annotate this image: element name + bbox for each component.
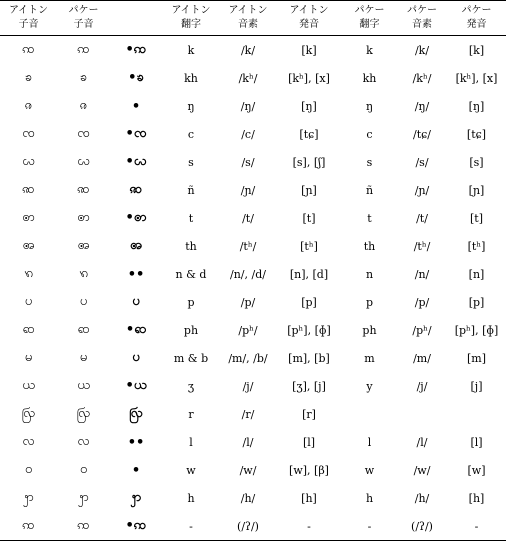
cell-aiton-phoneme: /m/, /b/ [228,351,268,365]
cell-aiton-pronunciation: [tʰ] [300,239,318,253]
cell-phake-transliteration: s [366,155,373,169]
cell-aiton-pronunciation: [k] [301,43,317,57]
cell-phake-consonant: ꩺ [76,405,91,421]
cell-aiton-transliteration: ph [183,323,199,337]
cell-aiton-pronunciation: [h] [301,491,317,505]
cell-aiton-consonant: ꩡ [22,41,35,57]
cell-aiton-transliteration: m & b [173,351,209,365]
cell-phake-phoneme: /t/ [416,211,428,225]
cell-phake-consonant: ꩫ [78,265,89,281]
cell-phake-phoneme: /tɕ/ [413,127,431,141]
cell-bold-glyph: ပ [132,349,140,365]
cell-phake-pronunciation: [m] [466,351,486,365]
cell-aiton-consonant: ꩡ [0,512,57,541]
cell-aiton-pronunciation: [m], [b] [288,351,330,365]
table-row [0,232,506,260]
cell-phake-consonant: ပ [79,293,88,309]
cell-phake-transliteration: l [367,435,372,449]
cell-phake-pronunciation [447,400,506,428]
cell-aiton-pronunciation: - [276,512,342,541]
cell-aiton-consonant: ꩭ [23,489,34,505]
cell-aiton-pronunciation: [p] [301,295,317,309]
cell-phake-transliteration: kh [362,71,377,85]
cell-phake-pronunciation: - [447,512,506,541]
cell-aiton-transliteration: kh [184,71,198,85]
cell-aiton-pronunciation: [ʒ], [j] [292,379,326,393]
cell-aiton-phoneme: (/ʔ/) [220,512,276,541]
cell-aiton-pronunciation: [ɲ] [301,183,317,197]
cell-aiton-phoneme: /pʰ/ [238,323,258,337]
cell-phake-transliteration: p [365,295,374,309]
cell-aiton-phoneme: /w/ [239,463,257,477]
cell-bold-glyph: ꩨ [130,237,142,253]
cell-phake-consonant: ၷ [79,97,88,113]
cell-aiton-transliteration: th [185,239,197,253]
cell-bold-glyph: •ၶ [128,69,144,85]
cell-phake-pronunciation: [pʰ], [ɸ] [454,323,499,337]
header-row [0,1,506,36]
cell-aiton-transliteration: c [187,127,195,141]
cell-phake-phoneme: /ɲ/ [414,183,430,197]
table-row [0,120,506,148]
cell-phake-pronunciation: [kʰ], [x] [455,71,498,85]
cell-phake-phoneme: /h/ [414,491,430,505]
cell-aiton-transliteration: k [187,43,195,57]
table-row [0,316,506,344]
cell-aiton-pronunciation: [ŋ] [301,99,317,113]
cell-phake-pronunciation: [ŋ] [468,99,485,113]
cell-aiton-transliteration: ŋ [187,99,195,113]
header-aiton-transliteration: アイトン 翻字 [162,1,220,36]
cell-aiton-phoneme: /ŋ/ [240,99,256,113]
cell-aiton-transliteration: w [186,463,196,477]
cell-aiton-pronunciation: [w], [β] [289,463,329,477]
header-aiton-consonant: アイトン 子音 [0,1,57,36]
cell-phake-phoneme [397,400,447,428]
cell-phake-transliteration: h [365,491,374,505]
table-row [0,512,506,541]
cell-phake-pronunciation: [l] [470,435,483,449]
cell-bold-glyph: •ꩦ [125,209,147,225]
cell-phake-transliteration: c [366,127,373,141]
cell-phake-consonant: ꩬ [77,153,90,169]
cell-phake-pronunciation: [ɲ] [468,183,485,197]
cell-phake-transliteration [342,400,397,428]
cell-bold-glyph: •ꩬ [125,153,147,169]
cell-phake-consonant: ꩣ [77,181,90,197]
cell-aiton-transliteration: - [162,512,220,541]
cell-aiton-transliteration: ʒ [187,379,195,393]
cell-aiton-phoneme: /k/ [240,43,256,57]
cell-phake-consonant: ၶ [79,69,88,85]
cell-phake-phoneme: /tʰ/ [413,239,431,253]
cell-aiton-pronunciation: [l] [302,435,316,449]
cell-aiton-pronunciation: [tɕ] [299,127,319,141]
cell-phake-phoneme: /j/ [416,379,428,393]
cell-phake-transliteration: ñ [365,183,374,197]
cell-phake-pronunciation: [tɕ] [466,127,487,141]
cell-aiton-phoneme: /n/, /d/ [230,267,266,281]
cell-aiton-pronunciation: [pʰ], [ɸ] [287,323,331,337]
cell-phake-consonant: မ [79,349,88,365]
cell-aiton-phoneme: /t/ [242,211,254,225]
cell-bold-glyph: •• [127,266,145,282]
cell-aiton-consonant: မ [24,349,33,365]
cell-aiton-consonant: ယ [22,377,35,393]
cell-phake-phoneme: /k/ [414,43,430,57]
cell-aiton-consonant: ၸ [22,125,35,141]
table-row [0,428,506,456]
cell-aiton-transliteration: l [189,435,193,449]
cell-phake-consonant: ဝ [79,461,88,477]
cell-aiton-consonant: ꩦ [22,209,35,225]
cell-aiton-consonant: ပ [24,293,33,309]
cell-aiton-consonant: ၶ [24,69,33,85]
cell-aiton-phoneme: /h/ [240,491,256,505]
cell-aiton-pronunciation: [t] [302,211,316,225]
table-row [0,372,506,400]
table-row [0,204,506,232]
cell-phake-consonant: လ [77,433,90,449]
cell-aiton-phoneme: /ɲ/ [240,183,256,197]
table-row [0,400,506,428]
cell-phake-consonant: ꩦ [77,209,90,225]
cell-aiton-phoneme: /p/ [240,295,256,309]
cell-phake-pronunciation: [k] [468,43,485,57]
cell-bold-glyph: ပ [132,293,140,309]
table-row [0,148,506,176]
cell-phake-transliteration: - [342,512,397,541]
cell-phake-pronunciation: [p] [468,295,485,309]
cell-aiton-phoneme: /l/ [242,435,254,449]
header-bold-glyph [110,1,162,36]
cell-bold-glyph: •• [127,434,145,450]
cell-aiton-transliteration: h [187,491,195,505]
cell-phake-pronunciation: [j] [470,379,483,393]
table-row [0,64,506,92]
cell-bold-glyph: • [131,98,141,114]
cell-phake-transliteration: th [363,239,376,253]
cell-phake-transliteration: y [366,379,373,393]
cell-bold-glyph: • [131,462,141,478]
header-aiton-phoneme: アイトン 音素 [220,1,276,36]
cell-phake-pronunciation: [t] [469,211,483,225]
cell-phake-phoneme: /w/ [413,463,431,477]
header-aiton-pronunciation: アイトン 発音 [276,1,342,36]
cell-aiton-pronunciation: [kʰ], [x] [288,71,330,85]
table-row [0,92,506,120]
cell-bold-glyph: •ꩡ [125,41,147,57]
cell-phake-transliteration: k [366,43,373,57]
table-row [0,176,506,204]
cell-aiton-transliteration: t [188,211,194,225]
header-phake-transliteration: パケー 翻字 [342,1,397,36]
cell-phake-phoneme: /s/ [415,155,429,169]
cell-aiton-consonant: ၷ [24,97,33,113]
table-row [0,344,506,372]
table-row [0,288,506,316]
cell-aiton-phoneme: /j/ [242,379,254,393]
cell-phake-phoneme: /ŋ/ [414,99,430,113]
cell-aiton-phoneme: /c/ [241,127,255,141]
cell-phake-consonant: ယ [77,377,90,393]
cell-phake-phoneme: /pʰ/ [412,323,432,337]
cell-aiton-phoneme: /r/ [241,407,255,421]
cell-aiton-transliteration: n & d [175,267,207,281]
cell-phake-phoneme: /l/ [416,435,428,449]
cell-phake-consonant: ၹ [77,321,90,337]
header-phake-phoneme: パケー 音素 [397,1,447,36]
cell-bold-glyph: •ယ [125,377,147,393]
table-row [0,456,506,484]
cell-aiton-consonant: လ [22,433,35,449]
cell-bold-glyph: •ၹ [125,321,147,337]
cell-aiton-pronunciation: [s], [ʃ] [292,155,326,169]
cell-bold-glyph: ꩭ [130,489,142,505]
header-phake-pronunciation: パケー 発音 [447,1,506,36]
cell-bold-glyph: ꩣ [129,181,143,197]
cell-aiton-consonant: ꩬ [22,153,35,169]
cell-phake-transliteration: m [364,351,375,365]
cell-aiton-consonant: ၹ [22,321,35,337]
table-row [0,484,506,512]
cell-phake-phoneme: /p/ [414,295,430,309]
cell-phake-transliteration: ph [362,323,377,337]
cell-aiton-consonant: ꩣ [22,181,35,197]
cell-aiton-phoneme: /tʰ/ [239,239,257,253]
cell-bold-glyph: •ꩡ [110,512,162,541]
cell-phake-phoneme: (/ʔ/) [397,512,447,541]
cell-phake-phoneme: /n/ [414,267,430,281]
cell-aiton-consonant: ꩫ [23,265,34,281]
table-row [0,260,506,288]
cell-phake-pronunciation: [tʰ] [467,239,486,253]
cell-aiton-transliteration: ñ [187,183,195,197]
table-row [0,36,506,65]
cell-phake-phoneme: /m/ [413,351,431,365]
cell-phake-consonant: ꩡ [77,41,90,57]
cell-aiton-transliteration: p [187,295,195,309]
cell-aiton-consonant: ꩺ [21,405,36,421]
cell-phake-transliteration: w [364,463,375,477]
header-phake-consonant: パケー 子音 [57,1,110,36]
cell-aiton-phoneme: /kʰ/ [238,71,258,85]
table-body [0,36,506,541]
cell-phake-pronunciation: [n] [468,267,485,281]
cell-phake-transliteration: n [365,267,374,281]
cell-aiton-transliteration: r [188,407,194,421]
cell-aiton-consonant: ဝ [24,461,33,477]
cell-aiton-transliteration: s [188,155,194,169]
cell-phake-transliteration: ŋ [365,99,374,113]
cell-phake-pronunciation: [w] [467,463,486,477]
cell-aiton-pronunciation: [n], [d] [289,267,329,281]
cell-bold-glyph: ꩺ [129,405,143,421]
cell-phake-pronunciation: [s] [469,155,484,169]
cell-phake-consonant: ၸ [77,125,90,141]
cell-phake-phoneme: /kʰ/ [412,71,432,85]
cell-bold-glyph: •ၸ [125,125,147,141]
cell-aiton-consonant: ꩨ [22,237,35,253]
cell-aiton-pronunciation: [r] [302,407,316,421]
cell-phake-consonant: ꩭ [78,489,89,505]
cell-aiton-phoneme: /s/ [241,155,255,169]
cell-phake-consonant: ꩡ [57,512,110,541]
cell-phake-consonant: ꩨ [77,237,90,253]
cell-phake-pronunciation: [h] [468,491,485,505]
cell-phake-transliteration: t [367,211,372,225]
